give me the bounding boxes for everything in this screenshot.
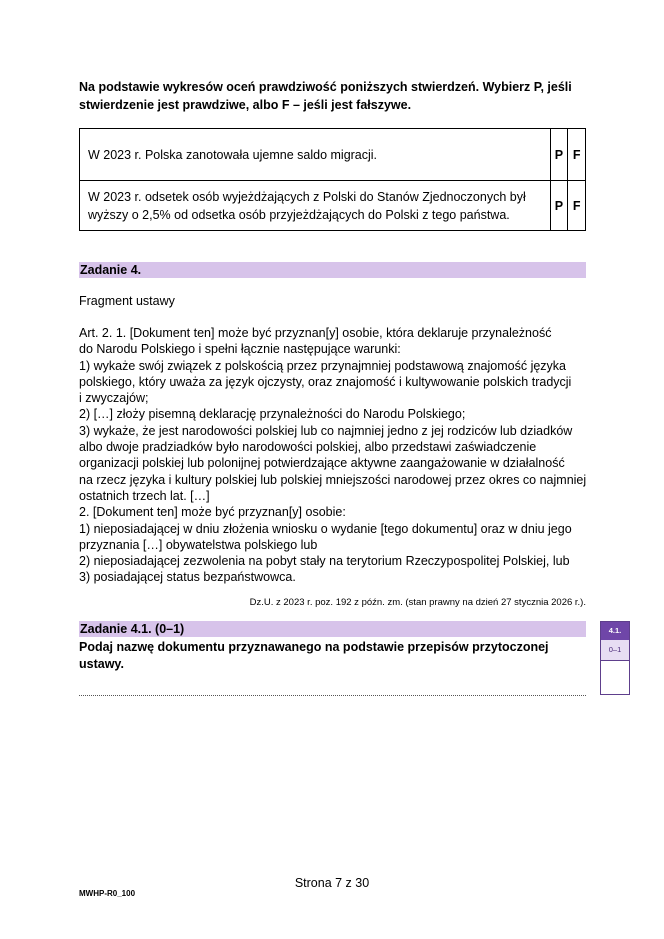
score-box <box>600 621 630 695</box>
statement-line: W 2023 r. odsetek osób wyjeżdżających z Polski do Stanów Zjednoczonych był <box>88 189 526 204</box>
option-f-button[interactable]: F <box>568 129 586 181</box>
law-fragment <box>79 325 589 586</box>
task-4-header <box>79 262 586 278</box>
law-line: 3) wykaże, że jest narodowości polskiej lub co najmniej jedno z jej rodziców lub dziadków <box>79 423 573 438</box>
option-f-button[interactable]: F <box>568 181 586 231</box>
exam-code: MWHP-R0_100 <box>79 889 136 898</box>
question-line: ustawy. <box>79 657 124 671</box>
law-line: Art. 2. 1. [Dokument ten] może być przyznan[y] osobie, która deklaruje przynależność <box>79 326 552 340</box>
question-line: Podaj nazwę dokumentu przyznawanego na podstawie przepisów przytoczonej <box>79 640 549 654</box>
task-4-1-question <box>79 639 579 673</box>
statement-text <box>80 129 551 181</box>
score-range: 0–1 <box>601 640 629 661</box>
law-line: 2) […] złoży pisemną deklarację przynależności do Narodu Polskiego; <box>79 407 466 422</box>
law-line: 3) posiadającej status bezpaństwowca. <box>79 570 296 585</box>
option-p-button[interactable]: P <box>550 181 568 231</box>
statement-text <box>80 181 551 231</box>
law-line: albo dwoje pradziadków było narodowości polskiej, albo przedstawi zaświadczenie <box>79 440 537 455</box>
statement-line: wyższy o 2,5% od odsetka osób przyjeżdżających do Polski z tego państwa. <box>88 207 510 222</box>
task-4-1-header <box>79 621 586 637</box>
fragment-title: Fragment ustawy <box>79 294 175 308</box>
source-citation: Dz.U. z 2023 r. poz. 192 z późn. zm. (stan prawny na dzień 27 stycznia 2026 r.). <box>249 597 586 608</box>
law-line: 1) nieposiadającej w dniu złożenia wniosku o wydanie [tego dokumentu] oraz w dniu jego <box>79 521 572 536</box>
law-line: organizacji polskiej lub polonijnej potwierdzające aktywne zaangażowanie w działalność <box>79 456 565 471</box>
instruction-line-1: Na podstawie wykresów oceń prawdziwość poniższych stwierdzeń. Wybierz P, jeśli <box>79 80 572 94</box>
page-number: Strona 7 z 30 <box>294 876 370 890</box>
law-line: do Narodu Polskiego i spełni łącznie następujące warunki: <box>79 342 401 357</box>
law-line: 1) wykaże swój związek z polskością przez przynajmniej podstawową znajomość języka <box>79 358 566 373</box>
law-line: przyznania […] obywatelstwa polskiego lub <box>79 537 318 552</box>
score-task-label: 4.1. <box>601 622 629 640</box>
law-line: i zwyczajów; <box>79 391 149 406</box>
option-p-button[interactable]: P <box>550 129 568 181</box>
instruction-line-2: stwierdzenie jest prawdziwe, albo F – jeśli jest fałszywe. <box>79 98 412 112</box>
law-line: na rzecz języka i kultury polskiej lub polskiej mniejszości narodowej przez okres co najmniej <box>79 472 587 487</box>
law-line: polskiego, który uważa za język ojczysty, oraz znajomość i kultywowanie polskich tradycji <box>79 374 572 389</box>
statement-line: W 2023 r. Polska zanotowała ujemne saldo migracji. <box>88 147 378 162</box>
law-line: 2. [Dokument ten] może być przyznan[y] osobie: <box>79 505 346 520</box>
answer-line[interactable] <box>79 695 586 696</box>
law-line: 2) nieposiadającej zezwolenia na pobyt stały na terytorium Rzeczypospolitej Polskiej, lub <box>79 554 570 569</box>
score-input-cell[interactable] <box>601 661 629 695</box>
true-false-table <box>79 128 586 231</box>
statement-row <box>80 129 586 181</box>
task-4-title: Zadanie 4. <box>80 263 142 277</box>
law-line: ostatnich trzech lat. […] <box>79 488 210 503</box>
statement-row <box>80 181 586 231</box>
task-4-1-title: Zadanie 4.1. (0–1) <box>80 622 185 636</box>
instruction-text <box>79 78 599 114</box>
